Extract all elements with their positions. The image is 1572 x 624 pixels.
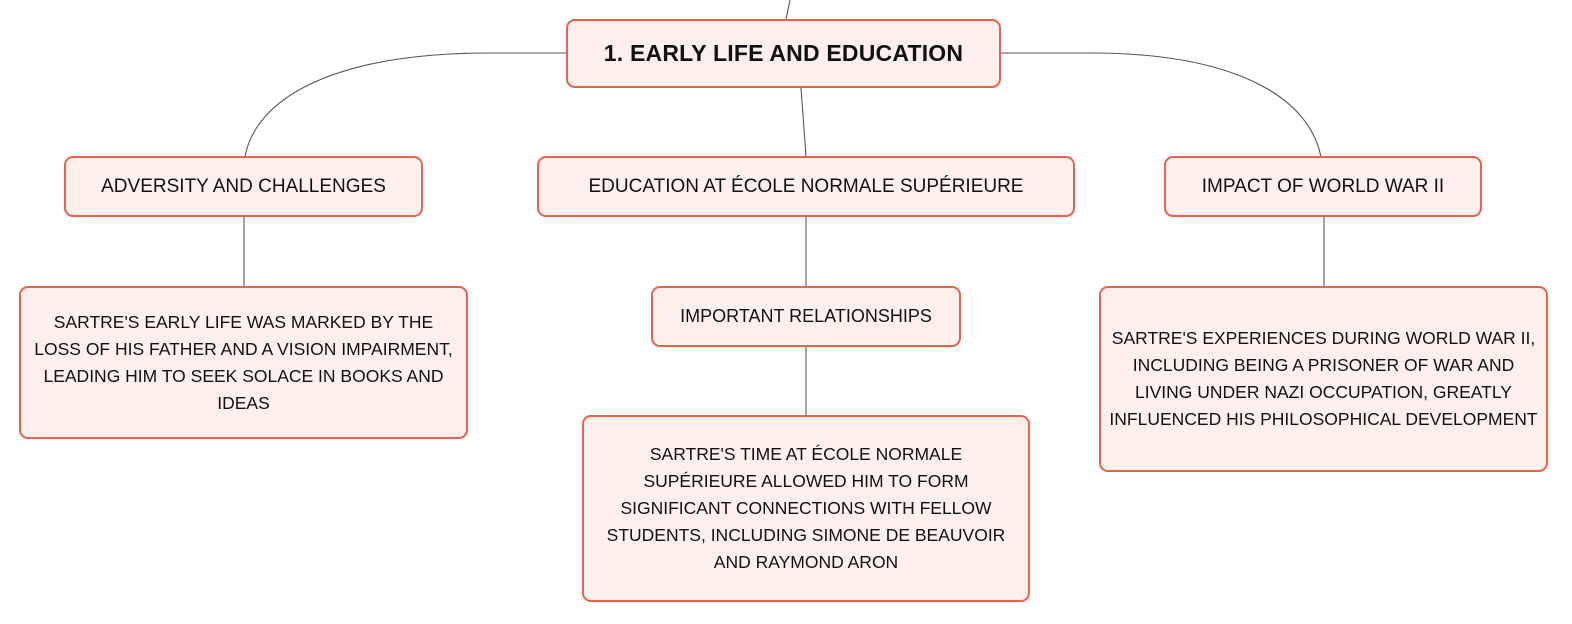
detail-text: SARTRE'S EXPERIENCES DURING WORLD WAR II, INCLUDING BEING A PRISONER OF WAR AND LIVING UNDER NAZI OCCUPATION, GREATLY INFLUENCED HIS PHILOSOPHICAL DEVELOPMENT [1109, 328, 1538, 429]
connector-parent-to-root [786, 0, 790, 19]
topic-adversity-and-challenges[interactable] [64, 156, 423, 217]
detail-relationships[interactable] [582, 415, 1030, 602]
topic-label: IMPORTANT RELATIONSHIPS [680, 306, 932, 326]
topic-important-relationships[interactable] [651, 286, 961, 347]
topic-label: ADVERSITY AND CHALLENGES [101, 175, 386, 197]
connector-root-to-adversity [245, 53, 566, 157]
detail-adversity[interactable] [19, 286, 468, 439]
topic-label: EDUCATION AT ÉCOLE NORMALE SUPÉRIEURE [588, 175, 1024, 197]
connector-root-to-education [801, 88, 806, 156]
topic-education-at-ens[interactable] [537, 156, 1075, 217]
detail-text: SARTRE'S EARLY LIFE WAS MARKED BY THE LOSS OF HIS FATHER AND A VISION IMPAIRMENT, LEADING HIM TO SEEK SOLACE IN BOOKS AND IDEAS [34, 311, 453, 413]
detail-text: SARTRE'S TIME AT ÉCOLE NORMALE SUPÉRIEURE ALLOWED HIM TO FORM SIGNIFICANT CONNECTIONS WITH FELLOW STUDENTS, INCLUDING SIMONE DE BEAUVOIR AND RAYMOND ARON [606, 444, 1006, 572]
topic-label: IMPACT OF WORLD WAR II [1201, 175, 1445, 197]
topic-impact-of-world-war-ii[interactable] [1164, 156, 1482, 217]
detail-world-war-ii[interactable] [1099, 286, 1548, 472]
root-topic[interactable] [566, 19, 1001, 88]
root-topic-label: 1. EARLY LIFE AND EDUCATION [603, 40, 964, 66]
connector-root-to-wwii [1001, 53, 1321, 157]
